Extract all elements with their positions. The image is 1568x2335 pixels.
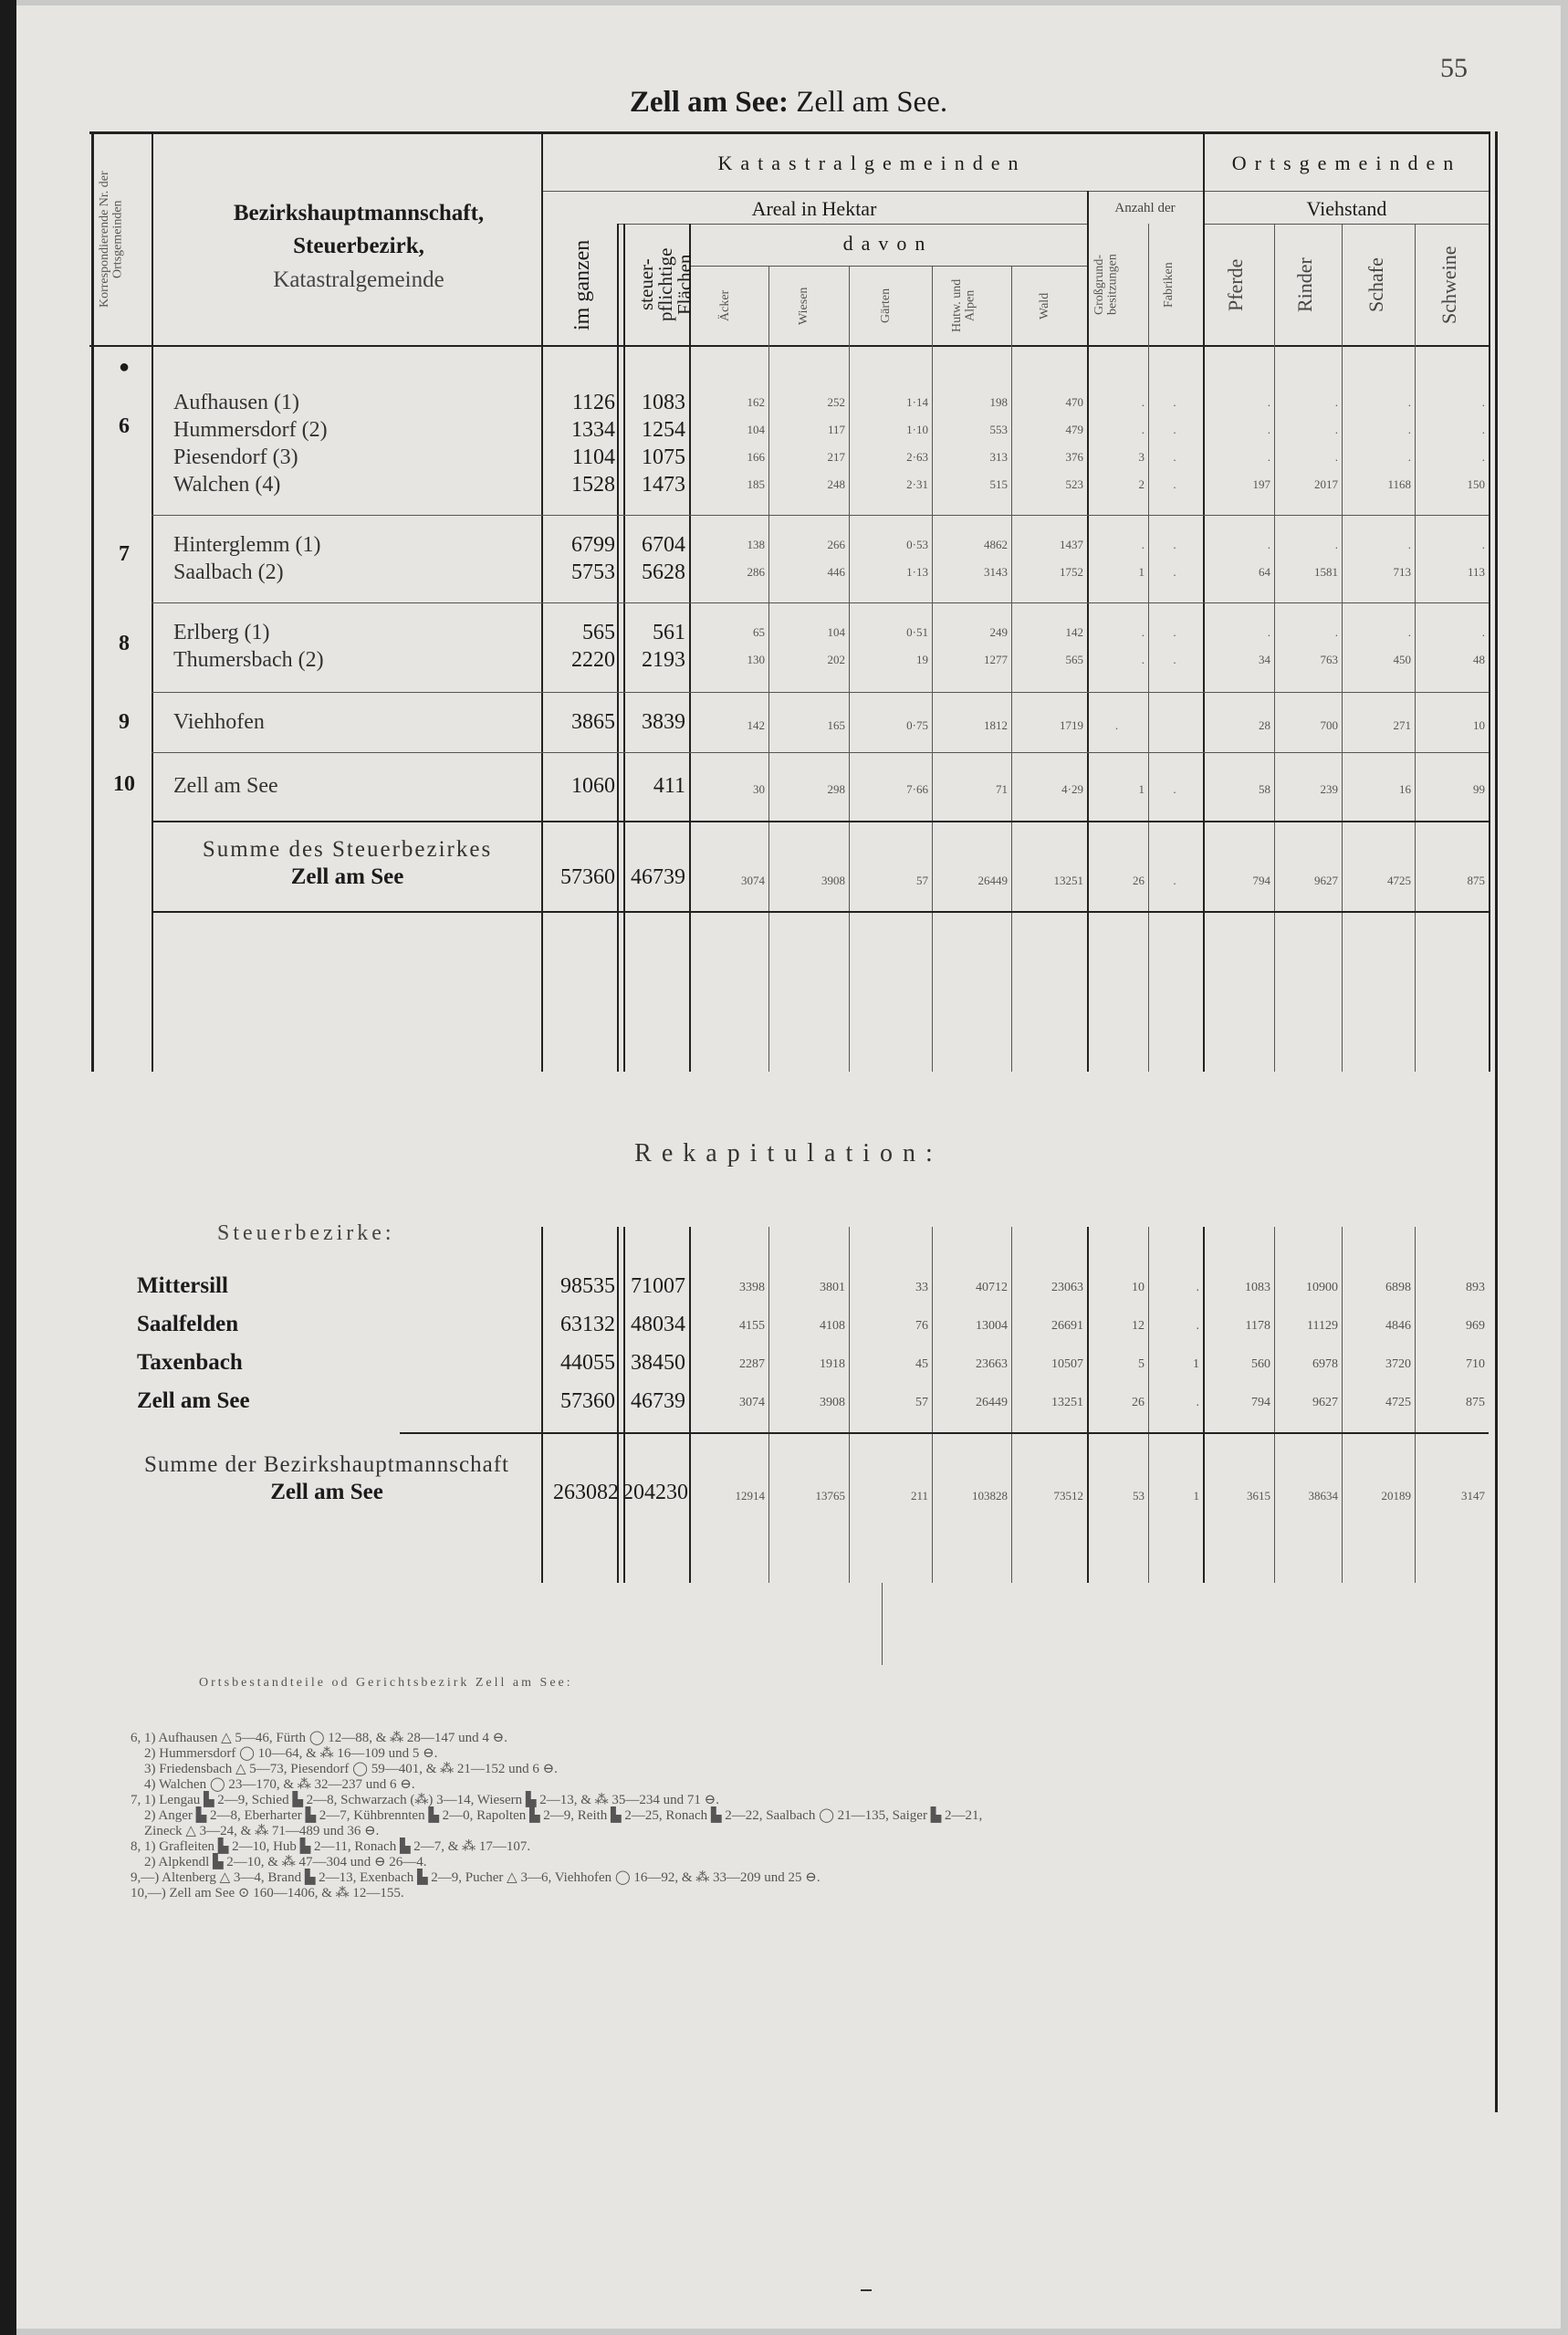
- rekap-hutw: 40712 13004 23663 26449: [976, 1281, 1008, 1409]
- row-names: Viehhofen: [173, 710, 265, 734]
- header-steuer: steuer-pflichtige Flächen: [635, 247, 695, 322]
- vline-schafe: [1415, 224, 1416, 1072]
- cell-rinder: 700: [1320, 718, 1338, 732]
- rekap-vline: [541, 1227, 543, 1583]
- table-top-rule: [89, 131, 1490, 134]
- cell-pferde: . 64: [1259, 538, 1270, 579]
- row-names: Zell am See: [173, 774, 278, 798]
- vline-left: [91, 131, 94, 1072]
- cell-rinder: 239: [1320, 782, 1338, 796]
- cell-wald: 470 479 376 523: [1065, 395, 1083, 491]
- header-main-1: Bezirkshauptmannschaft,: [233, 201, 485, 225]
- header-pferde: Pferde: [1224, 258, 1247, 311]
- sum-wald: 13251: [1053, 874, 1083, 887]
- cell-aecker: 162 104 166 185: [747, 395, 765, 491]
- cell-gross: .: [1114, 718, 1119, 732]
- row-names: Erlberg (1) Thumersbach (2): [173, 621, 324, 672]
- header-rule-subcols: [689, 266, 1087, 267]
- cell-rinder: . 1581: [1314, 538, 1338, 579]
- cell-gross: 1: [1138, 782, 1145, 796]
- vline-pferde: [1274, 224, 1275, 1072]
- rekap-subhead: Steuerbezirke:: [217, 1221, 395, 1245]
- rekap-wald: 23063 26691 10507 13251: [1051, 1281, 1083, 1409]
- rekap-vline-tail: [882, 1583, 883, 1665]
- header-main-3: Katastralgemeinde: [273, 267, 444, 292]
- cell-pferde: . 34: [1259, 625, 1270, 666]
- header-davon: davon: [842, 232, 934, 255]
- cell-steuer: 1083 1254 1075 1473: [642, 391, 685, 497]
- rekap-vline: [689, 1227, 691, 1583]
- header-schweine: Schweine: [1437, 246, 1460, 324]
- vline-fabr: [1203, 131, 1205, 1072]
- cell-schafe: . 450: [1393, 625, 1411, 666]
- sum-wiesen: 3908: [821, 874, 845, 887]
- cell-ganz: 565 2220: [571, 621, 615, 672]
- header-anzahl: Anzahl der: [1114, 201, 1176, 215]
- cell-schweine: 99: [1473, 782, 1485, 796]
- rekap-sum-rinder: 38634: [1308, 1489, 1338, 1503]
- rekap-sum-schafe: 20189: [1381, 1489, 1411, 1503]
- row-rule: [152, 602, 1489, 603]
- cell-gaerten: 0·75: [906, 718, 928, 732]
- cell-hutw: 71: [996, 782, 1008, 796]
- row-rule: [152, 515, 1489, 516]
- rekap-fabr: . . 1 .: [1193, 1281, 1199, 1409]
- cell-gross: . . 3 2: [1138, 395, 1145, 491]
- cell-steuer: 6704 5628: [642, 533, 685, 584]
- header-col-nr: Korrespondierende Nr. der Ortsgemeinden: [98, 171, 125, 308]
- sum-steuer: 46739: [631, 865, 685, 889]
- rekap-sum-gross: 53: [1133, 1489, 1145, 1503]
- cell-aecker: 142: [747, 718, 765, 732]
- header-rinder: Rinder: [1293, 257, 1316, 312]
- sum-rule: [152, 911, 1489, 913]
- header-schafe: Schafe: [1364, 257, 1387, 312]
- header-fabriken: Fabriken: [1162, 262, 1176, 308]
- row-nr: 8: [119, 632, 130, 655]
- cell-schafe: . 713: [1393, 538, 1411, 579]
- rekap-vline: [1415, 1227, 1416, 1583]
- header-viehstand: Viehstand: [1306, 197, 1387, 220]
- cell-pferde: . . . 197: [1252, 395, 1270, 491]
- header-rule-davon: [617, 224, 1087, 225]
- sum-gross: 26: [1133, 874, 1145, 887]
- page-number: 55: [1440, 53, 1468, 83]
- vline-wiesen: [849, 266, 850, 1072]
- vline-aecker: [768, 266, 769, 1072]
- header-rule-vieh: [1203, 224, 1490, 225]
- cell-gaerten: 0·53 1·13: [906, 538, 928, 579]
- cell-ganz: 1060: [571, 774, 615, 798]
- cell-gaerten: 0·51 19: [906, 625, 928, 666]
- cell-wald: 1719: [1060, 718, 1083, 732]
- header-wald: Wald: [1038, 292, 1051, 319]
- cell-fabr: .: [1173, 782, 1176, 796]
- sum-gaerten: 57: [916, 874, 928, 887]
- cell-gross: . 1: [1138, 538, 1145, 579]
- rekap-name: Mittersill: [137, 1273, 228, 1298]
- page-mark: [861, 2289, 872, 2291]
- rekap-ganz: 98535 63132 44055 57360: [560, 1274, 615, 1413]
- rekap-sum-label-2: Zell am See: [270, 1480, 383, 1504]
- vline-gaerten: [932, 266, 933, 1072]
- header-im-ganzen: im ganzen: [570, 239, 594, 330]
- rekap-sum-fabr: 1: [1193, 1489, 1199, 1503]
- rekap-vline: [849, 1227, 850, 1583]
- cell-gross: . .: [1141, 625, 1145, 666]
- header-areal: Areal in Hektar: [751, 197, 877, 220]
- cell-ganz: 1126 1334 1104 1528: [571, 391, 615, 497]
- title-rest: Zell am See.: [789, 86, 948, 119]
- cell-steuer: 561 2193: [642, 621, 685, 672]
- rekap-sum-wiesen: 13765: [815, 1489, 845, 1503]
- vline-ganz: [617, 224, 619, 1072]
- cell-pferde: 58: [1259, 782, 1270, 796]
- vline-gross: [1148, 224, 1149, 1072]
- rekap-steuer: 71007 48034 38450 46739: [631, 1274, 685, 1413]
- cell-schweine: 10: [1473, 718, 1485, 732]
- rekap-vline: [932, 1227, 933, 1583]
- cell-schweine: . . . 150: [1467, 395, 1485, 491]
- cell-hutw: 198 553 313 515: [989, 395, 1008, 491]
- header-hutw: Hutw. und Alpen: [950, 278, 977, 333]
- header-aecker: Äcker: [718, 289, 732, 322]
- rekap-rule: [400, 1432, 1489, 1434]
- cell-fabr: . .: [1173, 538, 1176, 579]
- header-katastral: Katastralgemeinden: [717, 152, 1027, 174]
- header-bottom-rule: [89, 345, 1490, 347]
- cell-fabr: . . . .: [1173, 395, 1176, 491]
- cell-wald: 142 565: [1065, 625, 1083, 666]
- rekap-sum-wald: 73512: [1053, 1489, 1083, 1503]
- cell-hutw: 4862 3143: [984, 538, 1008, 579]
- footnote-head: Ortsbestandteile od Gerichtsbezirk Zell am See:: [199, 1676, 573, 1690]
- header-main: [167, 197, 550, 297]
- rekap-name: Zell am See: [137, 1388, 250, 1413]
- sum-pferde: 794: [1252, 874, 1270, 887]
- rekap-aecker: 3398 4155 2287 3074: [739, 1281, 765, 1409]
- sum-label-2: Zell am See: [290, 864, 404, 889]
- rekap-schafe: 6898 4846 3720 4725: [1385, 1281, 1411, 1409]
- rekap-sum-label-1: Summe der Bezirkshauptmannschaft: [144, 1452, 509, 1477]
- rekap-sum-gaerten: 211: [910, 1489, 928, 1503]
- footnotes: 6, 1) Aufhausen △ 5—46, Fürth ◯ 12—88, & ⁂ 28—147 und 4 ⊖. 2) Hummersdorf ◯ 10—64, & ⁂ 16—109 und 5 ⊖. 3) Friedensbach △ 5—73, Piesendorf ◯ 59—401, & ⁂ 21—152 und 6 ⊖. 4) Walchen ◯ 23—170, & ⁂ 32—237 und 6 ⊖. 7, 1) Lengau ▙ 2—9, Schied ▙ 2—8, Schwarzach (⁂) 3—14, Wiesern ▙ 2—13, & ⁂ 35—234 und 71 ⊖. 2) Anger ▙ 2—8, Eberharter ▙ 2—7, Kühbrennten ▙ 2—0, Rapolten ▙ 2—9, Reith ▙ 2—25, Ronach ▙ 2—22, Saalbach ◯ 21—135, Saiger ▙ 2—21, Zineck △ 3—24, & ⁂ 71—489 und 36 ⊖. 8, 1) Grafleiten ▙ 2—10, Hub ▙ 2—11, Ronach ▙ 2—7, & ⁂ 17—107. 2) Alpkendl ▙ 2—10, & ⁂ 47—304 und ⊖ 26—4. 9,—) Altenberg △ 3—4, Brand ▙ 2—13, Exenbach ▙ 2—9, Pucher △ 3—6, Viehhofen ◯ 16—92, & ⁂ 33—209 und 25 ⊖. 10,—) Zell am See ⊙ 160—1406, & ⁂ 12—155.: [131, 1731, 983, 1900]
- row-nr: 9: [119, 710, 130, 734]
- rekap-sum-aecker: 12914: [735, 1489, 765, 1503]
- cell-aecker: 30: [753, 782, 765, 796]
- cell-wiesen: 266 446: [827, 538, 845, 579]
- cell-wald: 4·29: [1061, 782, 1083, 796]
- header-orts: Ortsgemeinden: [1231, 152, 1462, 174]
- vline-nr: [152, 131, 153, 1072]
- header-gross: Großgrund-besitzungen: [1092, 254, 1120, 316]
- cell-fabr: . .: [1173, 625, 1176, 666]
- cell-wiesen: 252 117 217 248: [827, 395, 845, 491]
- cell-wald: 1437 1752: [1060, 538, 1083, 579]
- rekap-sum-pferde: 3615: [1247, 1489, 1270, 1503]
- cell-wiesen: 298: [827, 782, 845, 796]
- page-title: [16, 86, 1561, 120]
- rekap-sum-steuer: 204230: [622, 1481, 688, 1504]
- cell-steuer: 411: [653, 774, 685, 798]
- rekap-title: Rekapitulation:: [634, 1139, 943, 1168]
- rekap-name: Saalfelden: [137, 1312, 239, 1336]
- header-wiesen: Wiesen: [797, 287, 810, 325]
- row-nr: 6: [119, 414, 130, 438]
- rekap-vline: [617, 1227, 619, 1583]
- rekap-rinder: 10900 11129 6978 9627: [1306, 1281, 1338, 1409]
- cell-steuer: 3839: [642, 710, 685, 734]
- rekap-vline: [1011, 1227, 1012, 1583]
- row-marker: ●: [118, 357, 131, 377]
- cell-wiesen: 165: [827, 718, 845, 732]
- sum-label-1: Summe des Steuerbezirkes: [202, 837, 493, 862]
- row-nr: 10: [113, 772, 135, 796]
- cell-schafe: 271: [1393, 718, 1411, 732]
- row-rule: [152, 821, 1489, 822]
- sum-hutw: 26449: [977, 874, 1008, 887]
- title-bold: Zell am See:: [629, 86, 789, 119]
- rekap-sum-ganz: 263082: [553, 1481, 619, 1504]
- rekap-sum-hutw: 103828: [972, 1489, 1008, 1503]
- row-rule: [152, 752, 1489, 753]
- cell-aecker: 138 286: [747, 538, 765, 579]
- row-rule: [152, 692, 1489, 693]
- document-page: [16, 5, 1561, 2329]
- sum-ganz: 57360: [560, 865, 615, 889]
- cell-ganz: 6799 5753: [571, 533, 615, 584]
- rekap-name: Taxenbach: [137, 1350, 243, 1375]
- vline-hutw: [1011, 266, 1012, 1072]
- cell-schweine: . 48: [1473, 625, 1485, 666]
- row-names: Aufhausen (1) Hummersdorf (2) Piesendorf (3) Walchen (4): [173, 391, 328, 497]
- cell-pferde: 28: [1259, 718, 1270, 732]
- cell-ganz: 3865: [571, 710, 615, 734]
- cell-gaerten: 7·66: [906, 782, 928, 796]
- vline-steuer: [689, 224, 691, 1072]
- cell-rinder: . 763: [1320, 625, 1338, 666]
- rekap-vline: [768, 1227, 769, 1583]
- cell-wiesen: 104 202: [827, 625, 845, 666]
- vline-rinder: [1342, 224, 1343, 1072]
- row-nr: 7: [119, 542, 130, 566]
- cell-aecker: 65 130: [747, 625, 765, 666]
- sum-fabr: .: [1173, 874, 1176, 887]
- rekap-sum-schweine: 3147: [1461, 1489, 1485, 1503]
- rekap-vline: [1342, 1227, 1343, 1583]
- rekap-gaerten: 33 76 45 57: [915, 1281, 928, 1409]
- rekap-schweine: 893 969 710 875: [1466, 1281, 1485, 1409]
- header-rule-2: [541, 191, 1490, 192]
- cell-gaerten: 1·14 1·10 2·63 2·31: [906, 395, 928, 491]
- cell-schafe: . . . 1168: [1387, 395, 1411, 491]
- cell-hutw: 249 1277: [984, 625, 1008, 666]
- sum-schafe: 4725: [1387, 874, 1411, 887]
- rekap-wiesen: 3801 4108 1918 3908: [820, 1281, 845, 1409]
- cell-hutw: 1812: [984, 718, 1008, 732]
- rekap-gross: 10 12 5 26: [1132, 1281, 1145, 1409]
- header-gaerten: Gärten: [879, 288, 893, 324]
- binding-edge: [0, 0, 16, 2335]
- sum-schweine: 875: [1467, 874, 1485, 887]
- sum-aecker: 3074: [741, 874, 765, 887]
- header-main-2: Steuerbezirk,: [293, 234, 424, 259]
- vline-right: [1489, 131, 1490, 1072]
- sum-rinder: 9627: [1314, 874, 1338, 887]
- rekap-vline: [1274, 1227, 1275, 1583]
- cell-rinder: . . . 2017: [1314, 395, 1338, 491]
- row-names: Hinterglemm (1) Saalbach (2): [173, 533, 321, 584]
- cell-schweine: . 113: [1467, 538, 1485, 579]
- cell-schafe: 16: [1399, 782, 1411, 796]
- rekap-pferde: 1083 1178 560 794: [1245, 1281, 1270, 1409]
- rekap-vline: [1148, 1227, 1149, 1583]
